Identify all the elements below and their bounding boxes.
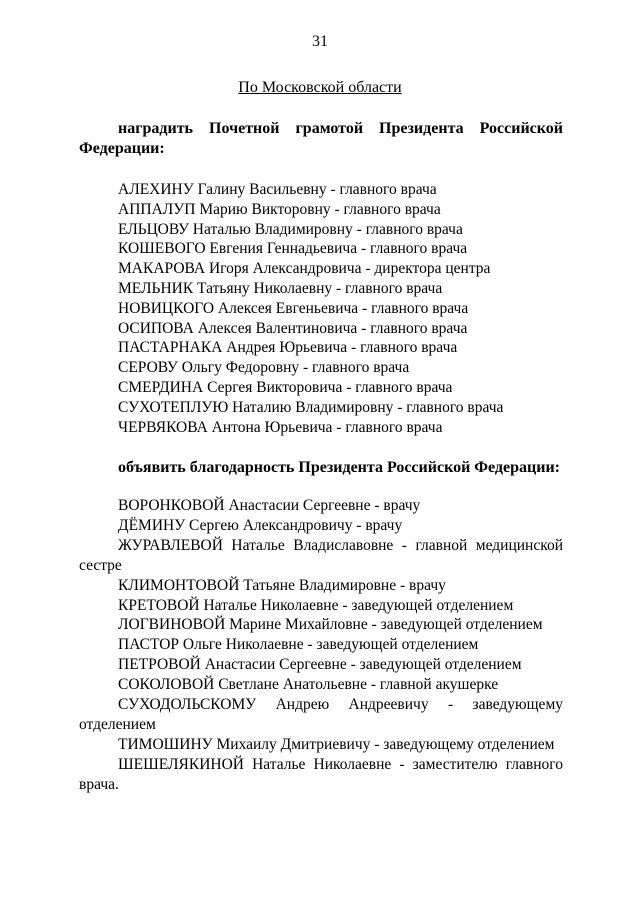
list-item: ШЕШЕЛЯКИНОЙ Наталье Николаевне - заместителю главного врача. <box>79 755 563 793</box>
list-item: СУХОДОЛЬСКОМУ Андрею Андреевичу - заведующему отделением <box>79 696 563 733</box>
award-heading: наградить Почетной грамотой Президента Российской Федерации: <box>79 120 563 157</box>
list-item: ВОРОНКОВОЙ Анастасии Сергеевне - врачу <box>118 497 421 514</box>
page-number: 31 <box>312 33 328 50</box>
list-item: ЖУРАВЛЕВОЙ Наталье Владиславовне - главной медицинской сестре <box>79 536 563 574</box>
list-item: ПАСТАРНАКА Андрея Юрьевича - главного врача <box>118 339 458 357</box>
list-item: ПЕТРОВОЙ Анастасии Сергеевне - заведующей отделением <box>118 656 522 674</box>
list-item: ЕЛЬЦОВУ Наталью Владимировну - главного врача <box>118 220 463 238</box>
list-item: СУХОТЕПЛУЮ Наталию Владимировну - главного врача <box>118 398 504 416</box>
list-item: СМЕРДИНА Сергея Викторовича - главного врача <box>118 378 453 396</box>
list-item: ТИМОШИНУ Михаилу Дмитриевичу - заведующему отделением <box>118 735 555 753</box>
list-item: АЛЕХИНУ Галину Васильевну - главного врача <box>118 181 437 198</box>
list-item: КРЕТОВОЙ Наталье Николаевне - заведующей отделением <box>118 596 514 614</box>
award-list <box>79 180 563 437</box>
list-item: ДЁМИНУ Сергею Александровичу - врачу <box>118 516 403 534</box>
list-item: ЛОГВИНОВОЙ Марине Михайловне - заведующей отделением <box>118 616 543 634</box>
list-item: МЕЛЬНИК Татьяну Николаевну - главного врача <box>118 279 443 297</box>
list-item: ПАСТОР Ольге Николаевне - заведующей отделением <box>118 636 479 654</box>
list-item: ЧЕРВЯКОВА Антона Юрьевича - главного врача <box>118 418 443 436</box>
gratitude-list <box>79 496 563 795</box>
list-item: СЕРОВУ Ольгу Федоровну - главного врача <box>118 359 410 377</box>
list-item: КЛИМОНТОВОЙ Татьяне Владимировне - врачу <box>118 576 446 594</box>
list-item: НОВИЦКОГО Алексея Евгеньевича - главного врача <box>118 299 469 317</box>
list-item: КОШЕВОГО Евгения Геннадьевича - главного врача <box>118 240 468 258</box>
list-item: ОСИПОВА Алексея Валентиновича - главного врача <box>118 319 468 337</box>
section-title: По Московской области <box>238 79 402 96</box>
list-item: МАКАРОВА Игоря Александровича - директора центра <box>118 260 491 278</box>
gratitude-heading: объявить благодарность Президента Российской Федерации: <box>118 459 560 476</box>
list-item: СОКОЛОВОЙ Светлане Анатольевне - главной акушерке <box>118 676 499 694</box>
list-item: АППАЛУП Марию Викторовну - главного врача <box>118 200 441 218</box>
